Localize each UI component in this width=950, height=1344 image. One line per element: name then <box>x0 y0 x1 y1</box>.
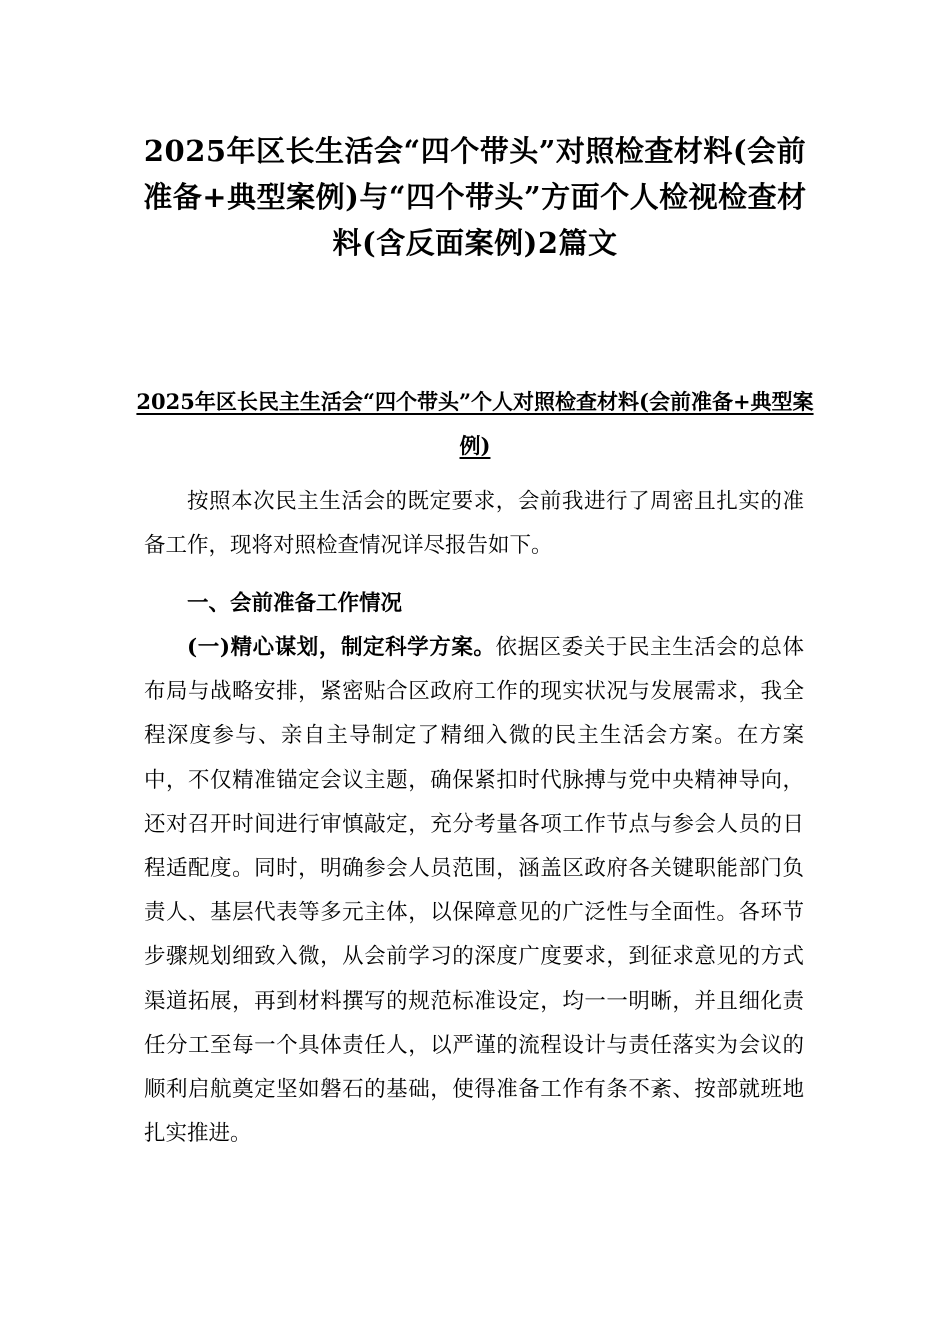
heading-meeting-preparation: 一、会前准备工作情况 <box>187 591 403 616</box>
paragraph-lead-heading: (一)精心谋划，制定科学方案。 <box>187 635 496 660</box>
paragraph-body-text: 依据区委关于民主生活会的总体布局与战略安排，紧密贴合区政府工作的现实状况与发展需求，我全程深度参与、亲自主导制定了精细入微的民主生活会方案。在方案中，不仅精准锚定会议主题，确保紧扣时代脉搏与党中央精神导向，还对召开时间进行审慎敲定，充分考量各项工作节点与参会人员的日程适配度。同时，明确参会人员范围，涵盖区政府各关键职能部门负责人、基层代表等多元主体，以保障意见的广泛性与全面性。各环节步骤规划细致入微，从会前学习的深度广度要求，到征求意见的方式渠道拓展，再到材料撰写的规范标准设定，均一一明晰，并且细化责任分工至每一个具体责任人，以严谨的流程设计与责任落实为会议的顺利启航奠定坚如磐石的基础，使得准备工作有条不紊、按部就班地扎实推进。 <box>144 635 804 1147</box>
paragraph-careful-planning <box>144 626 804 1156</box>
document-title: 2025年区长生活会“四个带头”对照检查材料(会前准备+典型案例)与“四个带头”方面个人检视检查材料(含反面案例)2篇文 <box>143 134 807 260</box>
section-title: 2025年区长民主生活会“四个带头”个人对照检查材料(会前准备+典型案例) <box>136 389 814 458</box>
intro-paragraph: 按照本次民主生活会的既定要求，会前我进行了周密且扎实的准备工作，现将对照检查情况详尽报告如下。 <box>144 489 804 559</box>
